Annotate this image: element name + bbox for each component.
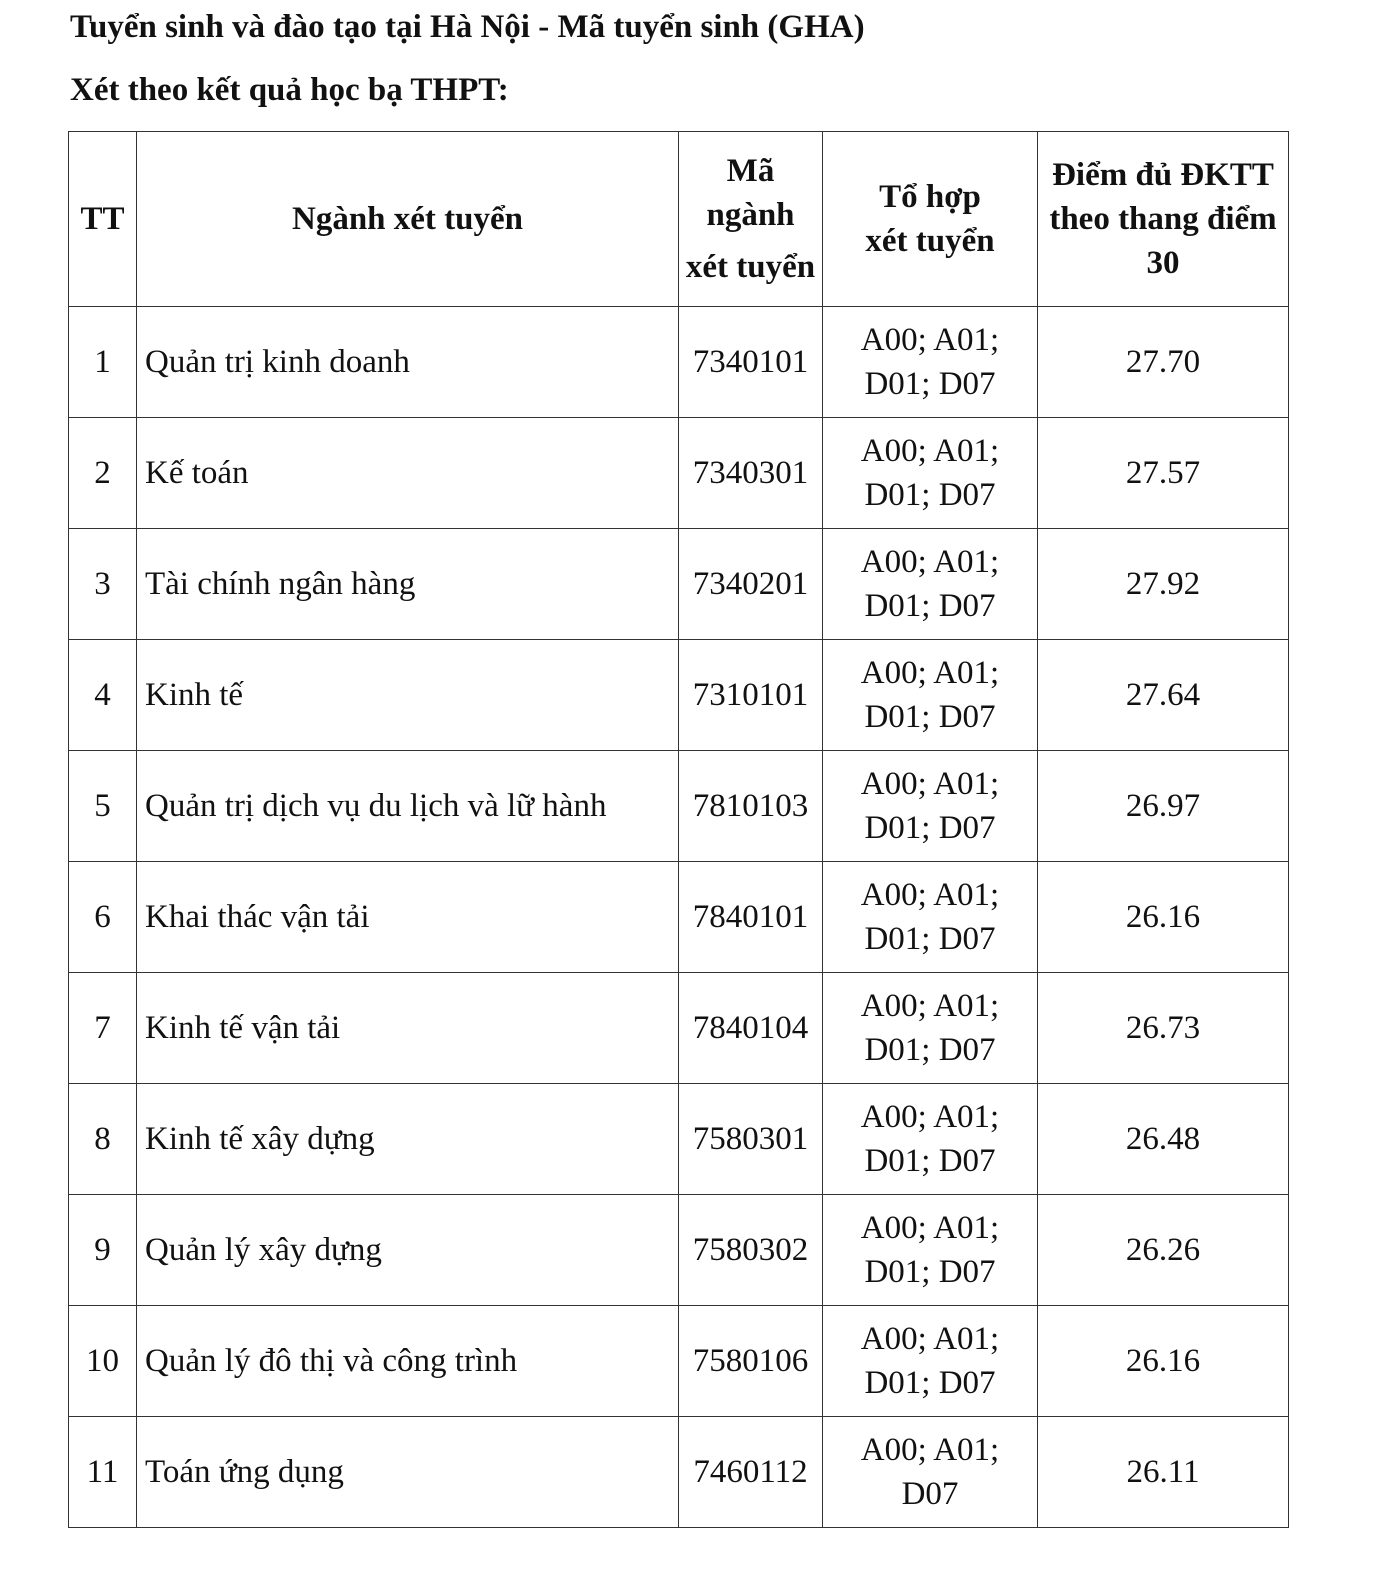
row-to-hop bbox=[823, 1417, 1038, 1528]
row-ma-nganh: 7340101 bbox=[679, 307, 823, 418]
table-row bbox=[69, 640, 1289, 751]
header-ma-line1: Mã bbox=[726, 153, 775, 189]
row-diem: 26.73 bbox=[1038, 973, 1289, 1084]
row-combo-line2: D01; D07 bbox=[864, 810, 996, 846]
row-tt: 2 bbox=[69, 418, 137, 529]
row-combo-line1: A00; A01; bbox=[860, 322, 1000, 358]
row-combo-line2: D01; D07 bbox=[864, 588, 996, 624]
row-tt: 3 bbox=[69, 529, 137, 640]
row-diem: 26.26 bbox=[1038, 1195, 1289, 1306]
header-ma-line2: ngành bbox=[706, 197, 795, 233]
header-diem-line2: theo thang điểm bbox=[1049, 201, 1277, 237]
row-combo-line1: A00; A01; bbox=[860, 1099, 1000, 1135]
row-diem: 26.16 bbox=[1038, 1306, 1289, 1417]
header-tohop-line2: xét tuyển bbox=[865, 223, 995, 259]
row-tt: 6 bbox=[69, 862, 137, 973]
table-body bbox=[69, 307, 1289, 1528]
page-title: Tuyển sinh và đào tạo tại Hà Nội - Mã tuyển sinh (GHA) bbox=[70, 9, 865, 45]
header-diem-line1: Điểm đủ ĐKTT bbox=[1052, 157, 1274, 193]
table-row bbox=[69, 307, 1289, 418]
table-header-row bbox=[69, 132, 1289, 307]
row-diem: 27.70 bbox=[1038, 307, 1289, 418]
row-to-hop bbox=[823, 418, 1038, 529]
header-nganh: Ngành xét tuyển bbox=[137, 132, 679, 307]
row-nganh: Kế toán bbox=[137, 418, 679, 529]
row-combo-line2: D01; D07 bbox=[864, 921, 996, 957]
row-combo-line1: A00; A01; bbox=[860, 1321, 1000, 1357]
header-ma-line3: xét tuyển bbox=[685, 249, 816, 285]
header-ma-nganh bbox=[679, 132, 823, 307]
header-tt: TT bbox=[69, 132, 137, 307]
row-ma-nganh: 7340201 bbox=[679, 529, 823, 640]
row-diem: 27.57 bbox=[1038, 418, 1289, 529]
header-diem-line3: 30 bbox=[1146, 245, 1180, 281]
header-tohop-line1: Tổ hợp bbox=[879, 179, 981, 215]
row-ma-nganh: 7840101 bbox=[679, 862, 823, 973]
table-row bbox=[69, 418, 1289, 529]
row-to-hop bbox=[823, 640, 1038, 751]
row-ma-nganh: 7580302 bbox=[679, 1195, 823, 1306]
table-row bbox=[69, 973, 1289, 1084]
row-to-hop bbox=[823, 1084, 1038, 1195]
row-to-hop bbox=[823, 973, 1038, 1084]
row-diem: 27.92 bbox=[1038, 529, 1289, 640]
row-combo-line2: D07 bbox=[901, 1476, 959, 1512]
row-combo-line1: A00; A01; bbox=[860, 766, 1000, 802]
row-to-hop bbox=[823, 1195, 1038, 1306]
table-row bbox=[69, 1417, 1289, 1528]
row-combo-line2: D01; D07 bbox=[864, 1254, 996, 1290]
header-diem bbox=[1038, 132, 1289, 307]
row-combo-line1: A00; A01; bbox=[860, 1432, 1000, 1468]
row-combo-line1: A00; A01; bbox=[860, 433, 1000, 469]
row-nganh: Khai thác vận tải bbox=[137, 862, 679, 973]
row-tt: 1 bbox=[69, 307, 137, 418]
table-row bbox=[69, 1195, 1289, 1306]
row-nganh: Kinh tế xây dựng bbox=[137, 1084, 679, 1195]
row-nganh: Quản trị kinh doanh bbox=[137, 307, 679, 418]
header-to-hop bbox=[823, 132, 1038, 307]
row-tt: 10 bbox=[69, 1306, 137, 1417]
row-combo-line2: D01; D07 bbox=[864, 699, 996, 735]
row-ma-nganh: 7310101 bbox=[679, 640, 823, 751]
row-tt: 4 bbox=[69, 640, 137, 751]
row-ma-nganh: 7580106 bbox=[679, 1306, 823, 1417]
row-tt: 11 bbox=[69, 1417, 137, 1528]
row-to-hop bbox=[823, 751, 1038, 862]
table-row bbox=[69, 862, 1289, 973]
admissions-table bbox=[68, 131, 1289, 1528]
row-combo-line1: A00; A01; bbox=[860, 655, 1000, 691]
row-tt: 8 bbox=[69, 1084, 137, 1195]
row-tt: 5 bbox=[69, 751, 137, 862]
row-ma-nganh: 7460112 bbox=[679, 1417, 823, 1528]
table-row bbox=[69, 751, 1289, 862]
row-tt: 7 bbox=[69, 973, 137, 1084]
row-combo-line1: A00; A01; bbox=[860, 544, 1000, 580]
row-diem: 26.16 bbox=[1038, 862, 1289, 973]
table-row bbox=[69, 529, 1289, 640]
row-to-hop bbox=[823, 1306, 1038, 1417]
row-nganh: Kinh tế bbox=[137, 640, 679, 751]
row-combo-line2: D01; D07 bbox=[864, 1032, 996, 1068]
row-combo-line2: D01; D07 bbox=[864, 477, 996, 513]
row-diem: 26.97 bbox=[1038, 751, 1289, 862]
table-row bbox=[69, 1084, 1289, 1195]
row-nganh: Tài chính ngân hàng bbox=[137, 529, 679, 640]
row-nganh: Quản trị dịch vụ du lịch và lữ hành bbox=[137, 751, 679, 862]
row-ma-nganh: 7340301 bbox=[679, 418, 823, 529]
row-tt: 9 bbox=[69, 1195, 137, 1306]
row-ma-nganh: 7580301 bbox=[679, 1084, 823, 1195]
section-subtitle: Xét theo kết quả học bạ THPT: bbox=[70, 72, 509, 108]
row-nganh: Kinh tế vận tải bbox=[137, 973, 679, 1084]
row-diem: 26.48 bbox=[1038, 1084, 1289, 1195]
row-combo-line1: A00; A01; bbox=[860, 1210, 1000, 1246]
row-diem: 27.64 bbox=[1038, 640, 1289, 751]
row-to-hop bbox=[823, 307, 1038, 418]
row-combo-line2: D01; D07 bbox=[864, 366, 996, 402]
row-nganh: Toán ứng dụng bbox=[137, 1417, 679, 1528]
row-to-hop bbox=[823, 862, 1038, 973]
row-ma-nganh: 7810103 bbox=[679, 751, 823, 862]
row-diem: 26.11 bbox=[1038, 1417, 1289, 1528]
table-row bbox=[69, 1306, 1289, 1417]
row-combo-line1: A00; A01; bbox=[860, 988, 1000, 1024]
row-combo-line2: D01; D07 bbox=[864, 1143, 996, 1179]
row-ma-nganh: 7840104 bbox=[679, 973, 823, 1084]
row-nganh: Quản lý xây dựng bbox=[137, 1195, 679, 1306]
row-nganh: Quản lý đô thị và công trình bbox=[137, 1306, 679, 1417]
row-combo-line2: D01; D07 bbox=[864, 1365, 996, 1401]
row-combo-line1: A00; A01; bbox=[860, 877, 1000, 913]
row-to-hop bbox=[823, 529, 1038, 640]
